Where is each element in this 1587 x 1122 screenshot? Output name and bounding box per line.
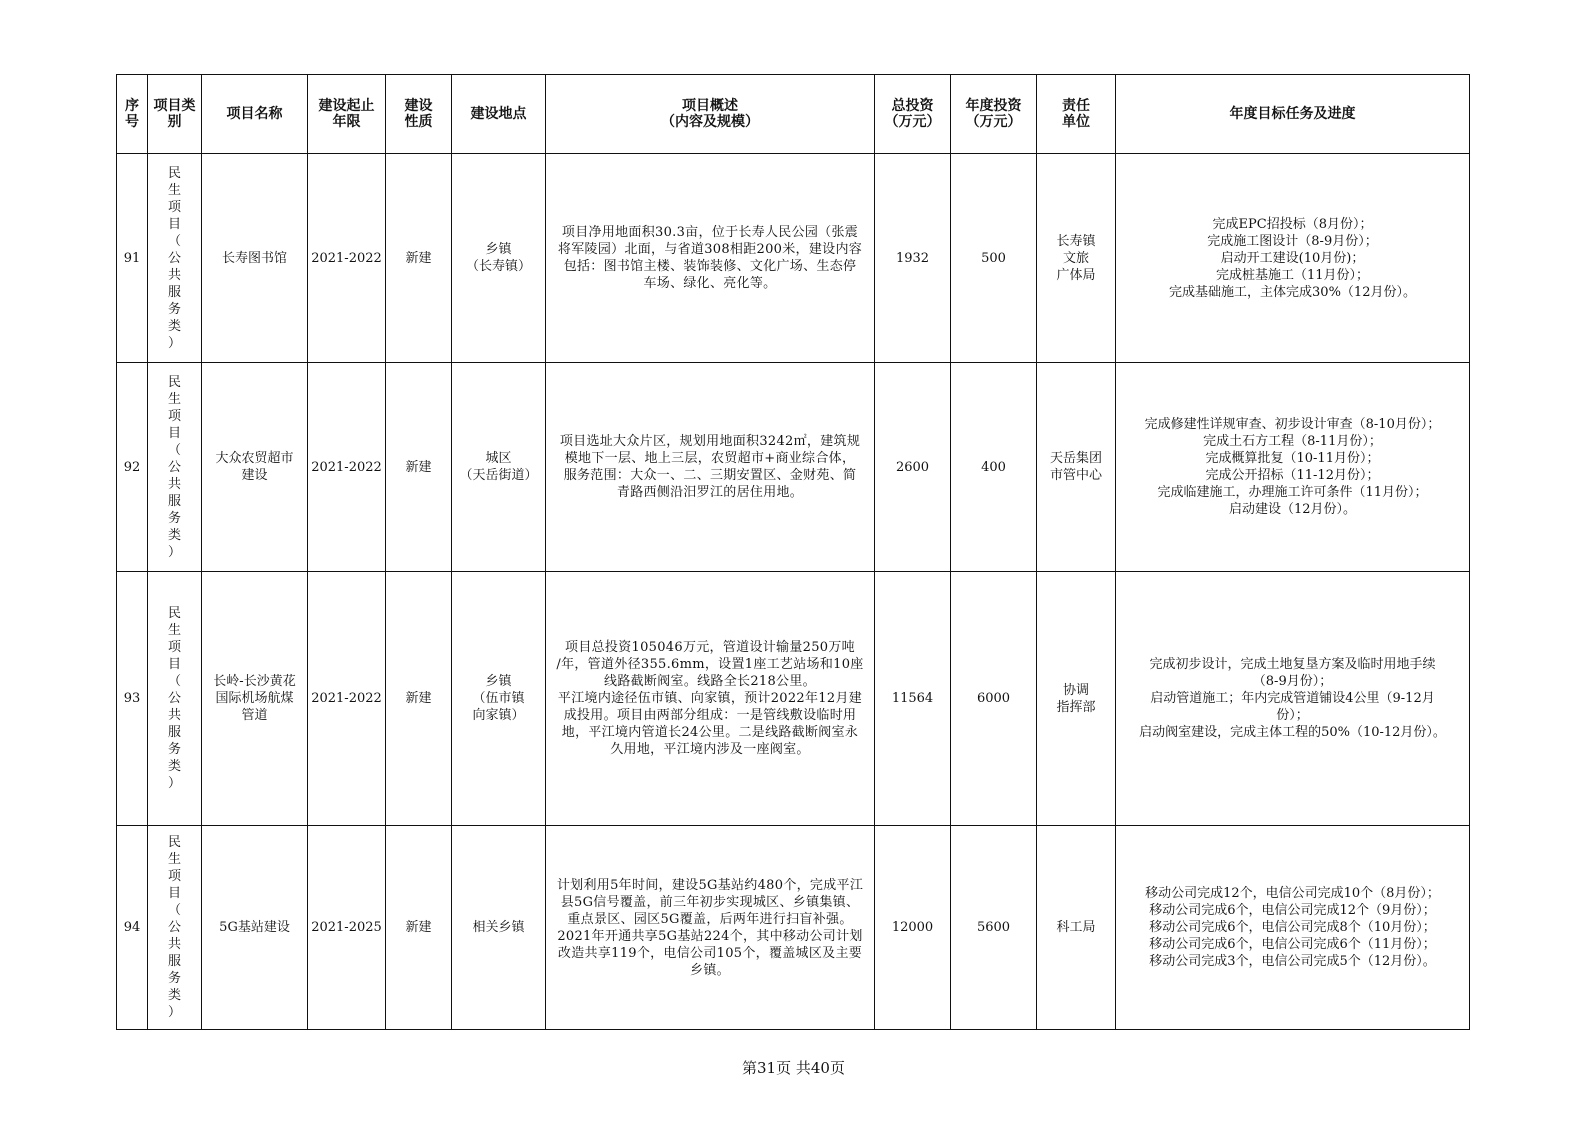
category-char: 务 bbox=[167, 971, 181, 986]
cell-seq: 93 bbox=[117, 572, 148, 826]
category-char: ） bbox=[167, 335, 181, 351]
category-char: 生 bbox=[167, 391, 181, 407]
category-char: 民 bbox=[167, 374, 181, 390]
cell-tasks: 完成初步设计，完成土地复垦方案及临时用地手续 （8-9月份）； 启动管道施工；年内完成管道铺设4公里（9-12月 份）； 启动阀室建设，完成主体工程的50%（10-12月份）。 bbox=[1116, 572, 1470, 826]
category-char: 项 bbox=[167, 199, 181, 215]
table-row bbox=[117, 826, 1470, 1030]
header-unit: 责任 单位 bbox=[1037, 75, 1116, 154]
cell-total-investment: 1932 bbox=[875, 154, 951, 363]
header-location: 建设地点 bbox=[452, 75, 546, 154]
category-char: 服 bbox=[167, 284, 181, 300]
category-char: （ bbox=[167, 233, 181, 249]
category-char: 公 bbox=[167, 920, 181, 935]
header-nature: 建设 性质 bbox=[386, 75, 452, 154]
header-seq: 序 号 bbox=[117, 75, 148, 154]
category-char: 公 bbox=[167, 250, 181, 266]
cell-nature: 新建 bbox=[386, 826, 452, 1030]
header-tasks: 年度目标任务及进度 bbox=[1116, 75, 1470, 154]
category-char: 民 bbox=[167, 835, 181, 850]
cell-overview: 计划利用5年时间，建设5G基站约480个，完成平江 县5G信号覆盖，前三年初步实现城区、乡镇集镇、 重点景区、园区5G覆盖，后两年进行扫盲补强。 2021年开通共享5G基站224个，其中移动公司计划 改造共享119个，电信公司105个，覆盖城区及主要 乡镇。 bbox=[546, 826, 875, 1030]
cell-seq: 94 bbox=[117, 826, 148, 1030]
category-char: 类 bbox=[167, 527, 181, 543]
category-char: 服 bbox=[167, 493, 181, 509]
category-char: 类 bbox=[167, 318, 181, 334]
cell-name: 大众农贸超市 建设 bbox=[202, 363, 308, 572]
cell-annual-investment: 5600 bbox=[951, 826, 1037, 1030]
category-char: 目 bbox=[167, 216, 181, 232]
cell-name: 长岭-长沙黄花 国际机场航煤 管道 bbox=[202, 572, 308, 826]
cell-nature: 新建 bbox=[386, 572, 452, 826]
header-annual-investment: 年度投资 （万元） bbox=[951, 75, 1037, 154]
category-char: 类 bbox=[167, 988, 181, 1003]
category-char: 公 bbox=[167, 459, 181, 475]
cell-period: 2021-2022 bbox=[308, 363, 386, 572]
category-char: 共 bbox=[167, 937, 181, 952]
cell-overview: 项目总投资105046万元，管道设计输量250万吨 /年，管道外径355.6mm，设置1座工艺站场和10座 线路截断阀室。线路全长218公里。 平江境内途径伍市镇、向家镇，预计2022年12月建 成投用。项目由两部分组成：一是管线敷设临时用 地，平江境内管道长24公里。二是线路截断阀室永 久用地，平江境内涉及一座阀室。 bbox=[546, 572, 875, 826]
cell-category bbox=[148, 572, 202, 826]
category-char: （ bbox=[167, 442, 181, 458]
category-char: 服 bbox=[167, 954, 181, 969]
category-char: ） bbox=[167, 1005, 181, 1020]
header-overview: 项目概述 （内容及规模） bbox=[546, 75, 875, 154]
category-char: 民 bbox=[167, 165, 181, 181]
header-total-investment: 总投资 （万元） bbox=[875, 75, 951, 154]
category-char: ） bbox=[167, 544, 181, 560]
category-char: 目 bbox=[167, 425, 181, 441]
cell-total-investment: 12000 bbox=[875, 826, 951, 1030]
category-char: 民 bbox=[167, 606, 181, 621]
category-char: 目 bbox=[167, 886, 181, 901]
header-row bbox=[117, 75, 1470, 154]
cell-nature: 新建 bbox=[386, 363, 452, 572]
cell-nature: 新建 bbox=[386, 154, 452, 363]
category-char: 务 bbox=[167, 301, 181, 317]
cell-name: 5G基站建设 bbox=[202, 826, 308, 1030]
cell-overview: 项目选址大众片区，规划用地面积3242㎡，建筑规 模地下一层、地上三层，农贸超市+商业综合体， 服务范围：大众一、二、三期安置区、金财苑、简 青路西侧沿汨罗江的居住用地。 bbox=[546, 363, 875, 572]
cell-period: 2021-2022 bbox=[308, 154, 386, 363]
cell-tasks: 完成EPC招投标（8月份）； 完成施工图设计（8-9月份）； 启动开工建设(10月份)； 完成桩基施工（11月份）； 完成基础施工，主体完成30%（12月份）。 bbox=[1116, 154, 1470, 363]
cell-annual-investment: 6000 bbox=[951, 572, 1037, 826]
cell-category bbox=[148, 154, 202, 363]
cell-name: 长寿图书馆 bbox=[202, 154, 308, 363]
category-char: 项 bbox=[167, 640, 181, 655]
category-char: 共 bbox=[167, 476, 181, 492]
cell-category bbox=[148, 826, 202, 1030]
table-row bbox=[117, 363, 1470, 572]
category-char: 服 bbox=[167, 725, 181, 740]
table-row bbox=[117, 572, 1470, 826]
cell-tasks: 完成修建性详规审查、初步设计审查（8-10月份）； 完成土石方工程（8-11月份）； 完成概算批复（10-11月份）； 完成公开招标（11-12月份）； 完成临建施工，办理施工许可条件（11月份）； 启动建设（12月份）。 bbox=[1116, 363, 1470, 572]
header-category: 项目类 别 bbox=[148, 75, 202, 154]
category-char: 务 bbox=[167, 742, 181, 757]
category-char: （ bbox=[167, 674, 181, 689]
category-char: 务 bbox=[167, 510, 181, 526]
category-char: 共 bbox=[167, 267, 181, 283]
category-char: 共 bbox=[167, 708, 181, 723]
cell-location: 城区 （天岳街道） bbox=[452, 363, 546, 572]
cell-overview: 项目净用地面积30.3亩，位于长寿人民公园（张震 将军陵园）北面，与省道308相距200米，建设内容 包括：图书馆主楼、装饰装修、文化广场、生态停 车场、绿化、亮化等。 bbox=[546, 154, 875, 363]
cell-seq: 92 bbox=[117, 363, 148, 572]
category-char: ） bbox=[167, 776, 181, 791]
category-char: 项 bbox=[167, 408, 181, 424]
cell-total-investment: 11564 bbox=[875, 572, 951, 826]
category-char: 类 bbox=[167, 759, 181, 774]
cell-unit: 天岳集团 市管中心 bbox=[1037, 363, 1116, 572]
page-footer: 第31页 共40页 bbox=[742, 1059, 845, 1077]
cell-annual-investment: 500 bbox=[951, 154, 1037, 363]
cell-total-investment: 2600 bbox=[875, 363, 951, 572]
header-name: 项目名称 bbox=[202, 75, 308, 154]
table-row bbox=[117, 154, 1470, 363]
project-table bbox=[116, 74, 1470, 1030]
category-char: 生 bbox=[167, 182, 181, 198]
cell-seq: 91 bbox=[117, 154, 148, 363]
header-period: 建设起止 年限 bbox=[308, 75, 386, 154]
cell-unit: 长寿镇 文旅 广体局 bbox=[1037, 154, 1116, 363]
cell-category bbox=[148, 363, 202, 572]
category-char: 项 bbox=[167, 869, 181, 884]
category-char: 目 bbox=[167, 657, 181, 672]
cell-annual-investment: 400 bbox=[951, 363, 1037, 572]
category-char: 生 bbox=[167, 852, 181, 867]
cell-period: 2021-2022 bbox=[308, 572, 386, 826]
cell-period: 2021-2025 bbox=[308, 826, 386, 1030]
cell-unit: 协调 指挥部 bbox=[1037, 572, 1116, 826]
cell-location: 乡镇 （长寿镇） bbox=[452, 154, 546, 363]
cell-location: 相关乡镇 bbox=[452, 826, 546, 1030]
cell-tasks: 移动公司完成12个，电信公司完成10个（8月份）； 移动公司完成6个，电信公司完成12个（9月份）； 移动公司完成6个，电信公司完成8个（10月份）； 移动公司完成6个，电信公司完成6个（11月份）； 移动公司完成3个，电信公司完成5个（12月份）。 bbox=[1116, 826, 1470, 1030]
cell-unit: 科工局 bbox=[1037, 826, 1116, 1030]
category-char: 生 bbox=[167, 623, 181, 638]
cell-location: 乡镇 （伍市镇 向家镇） bbox=[452, 572, 546, 826]
category-char: （ bbox=[167, 903, 181, 918]
category-char: 公 bbox=[167, 691, 181, 706]
